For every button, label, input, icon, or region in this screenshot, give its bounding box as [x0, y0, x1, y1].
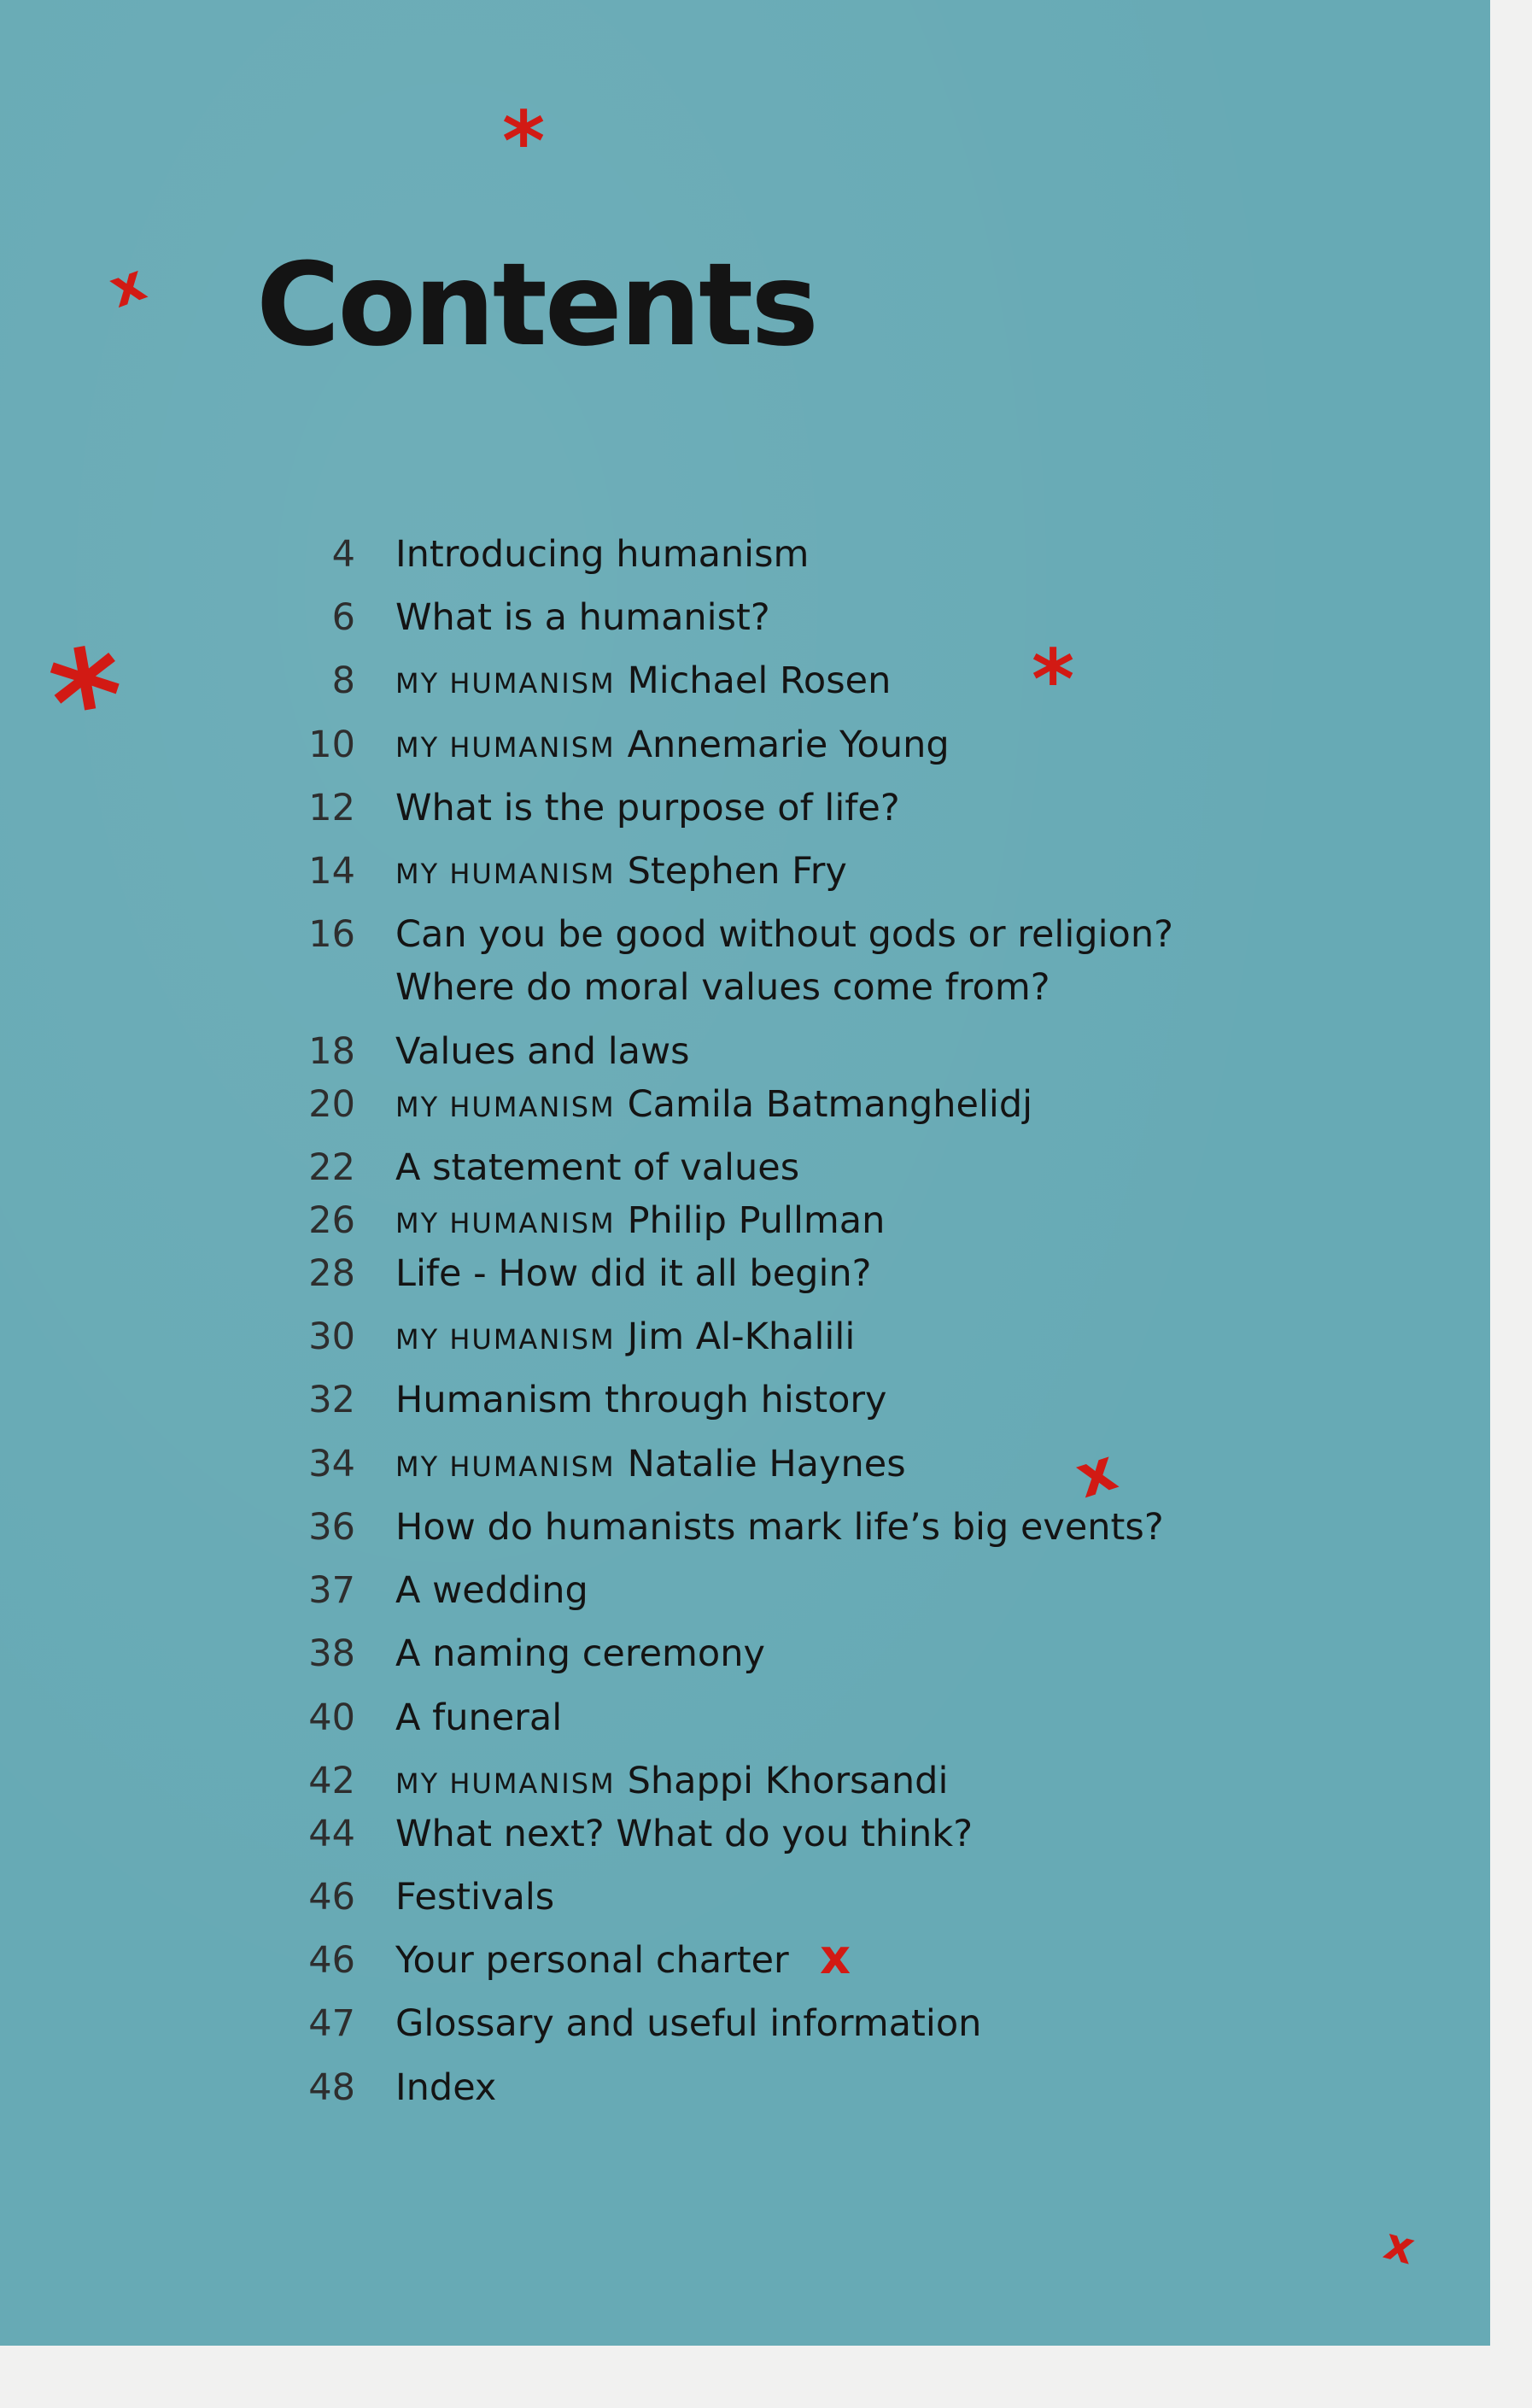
toc-title: Jim Al-Khalili	[627, 1315, 856, 1358]
toc-page-number: 20	[308, 1083, 355, 1126]
toc-title: Humanism through history	[395, 1379, 887, 1421]
toc-title: Values and laws	[395, 1030, 690, 1073]
toc-page-number: 40	[308, 1696, 355, 1739]
my-humanism-tag: MY HUMANISM	[395, 1207, 616, 1239]
toc-title: Michael Rosen	[627, 659, 892, 702]
toc-title: Annemarie Young	[627, 724, 950, 766]
toc-title: What is a humanist?	[395, 596, 770, 639]
toc-title: Introducing humanism	[395, 533, 810, 576]
my-humanism-tag: MY HUMANISM	[395, 858, 616, 890]
toc-page-number: 8	[331, 659, 355, 702]
toc-title: Philip Pullman	[627, 1199, 886, 1242]
toc-title: Glossary and useful information	[395, 2002, 982, 2045]
toc-title: Can you be good without gods or religion?	[395, 913, 1173, 956]
red-cross-icon: x	[102, 252, 154, 320]
toc-title: What is the purpose of life?	[395, 787, 900, 829]
toc-page-number: 34	[308, 1443, 355, 1485]
my-humanism-tag: MY HUMANISM	[395, 1091, 616, 1123]
toc-page-number: 6	[331, 596, 355, 639]
toc-page-number: 28	[308, 1252, 355, 1295]
toc-page-number: 32	[308, 1379, 355, 1421]
toc-title: A statement of values	[395, 1146, 800, 1189]
my-humanism-tag: MY HUMANISM	[395, 1450, 616, 1483]
toc-title-second-line: Where do moral values come from?	[395, 966, 1050, 1009]
page-title: Contents	[256, 238, 816, 372]
toc-title: Life - How did it all begin?	[395, 1252, 872, 1295]
toc-page-number: 16	[308, 913, 355, 956]
toc-page-number: 46	[308, 1876, 355, 1919]
toc-title: Natalie Haynes	[627, 1443, 906, 1485]
toc-title: How do humanists mark life’s big events?	[395, 1506, 1164, 1549]
red-cross-icon: x	[1067, 1436, 1125, 1512]
toc-title: What next? What do you think?	[395, 1813, 974, 1855]
toc-page-number: 44	[308, 1813, 355, 1855]
red-asterisk-icon: *	[1032, 632, 1075, 728]
toc-page-number: 48	[308, 2066, 355, 2109]
toc-page-number: 4	[331, 533, 355, 576]
red-cross-icon: x	[1378, 2218, 1420, 2276]
toc-page-number: 10	[308, 724, 355, 766]
toc-page-number: 30	[308, 1315, 355, 1358]
toc-page-number: 37	[308, 1569, 355, 1612]
my-humanism-tag: MY HUMANISM	[395, 1767, 616, 1800]
red-cross-icon: x	[820, 1930, 851, 1985]
toc-page-number: 42	[308, 1760, 355, 1802]
toc-page-number: 36	[308, 1506, 355, 1549]
toc-title: A funeral	[395, 1696, 563, 1739]
my-humanism-tag: MY HUMANISM	[395, 1323, 616, 1356]
toc-title: Index	[395, 2066, 497, 2109]
toc-title: Your personal charter	[395, 1939, 789, 1982]
toc-title: Shappi Khorsandi	[627, 1760, 949, 1802]
toc-title: Camila Batmanghelidj	[627, 1083, 1033, 1126]
toc-page-number: 22	[308, 1146, 355, 1189]
red-asterisk-icon: *	[502, 94, 546, 190]
toc-title: A wedding	[395, 1569, 588, 1612]
toc-page-number: 46	[308, 1939, 355, 1982]
my-humanism-tag: MY HUMANISM	[395, 667, 616, 700]
toc-title: Stephen Fry	[627, 850, 847, 893]
toc-page-number: 26	[308, 1199, 355, 1242]
toc-title: Festivals	[395, 1876, 555, 1919]
toc-page-number: 12	[308, 787, 355, 829]
toc-page-number: 47	[308, 2002, 355, 2045]
toc-page-number: 18	[308, 1030, 355, 1073]
red-asterisk-icon: *	[39, 615, 138, 785]
my-humanism-tag: MY HUMANISM	[395, 731, 616, 764]
toc-page-number: 38	[308, 1632, 355, 1675]
toc-page-number: 14	[308, 850, 355, 893]
toc-title: A naming ceremony	[395, 1632, 765, 1675]
